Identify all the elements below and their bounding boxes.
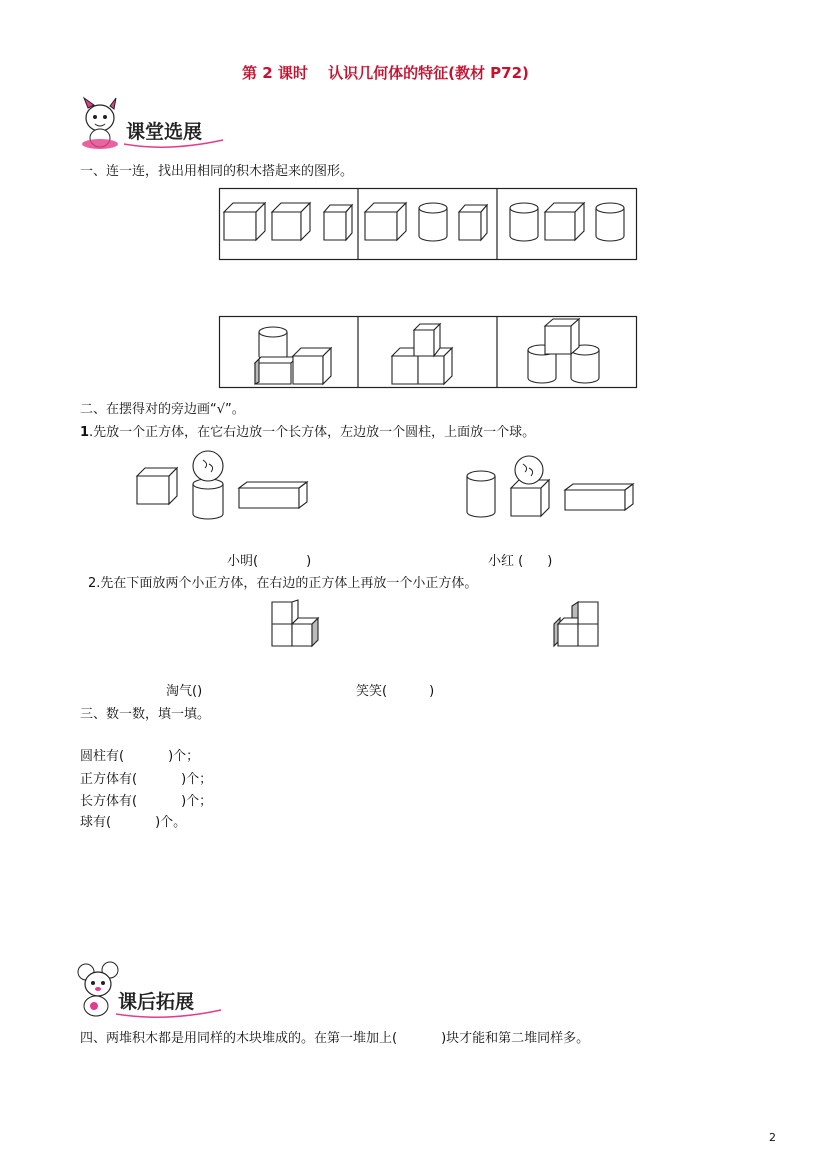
page-title: 第 2 课时 认识几何体的特征(教材 P72)	[242, 64, 529, 82]
question-2-1-number: 1	[80, 425, 90, 440]
ball-icon	[515, 456, 543, 484]
q3-line-suffix: )个；	[168, 749, 200, 764]
question-4-text-a: 四、两堆积木都是用同样的木块堆成的。在第一堆加上(	[80, 1031, 398, 1046]
ball-icon	[193, 451, 223, 481]
question-4[interactable]	[80, 1027, 589, 1046]
xiaoxiao-label: 笑笑(	[356, 684, 388, 699]
q3-line-suffix: )个；	[181, 794, 213, 809]
taoqi-blocks	[270, 600, 330, 650]
cylinder-icon	[510, 203, 538, 241]
xiaoming-answer[interactable]	[227, 550, 311, 569]
cartoon-mascot-icon	[82, 98, 118, 149]
question-4-text-b: )块才能和第二堆同样多。	[441, 1031, 590, 1046]
page-number: 2	[769, 1131, 776, 1144]
cube-icon	[272, 203, 310, 240]
cube-icon	[224, 203, 265, 240]
in-class-section-logo	[78, 96, 228, 156]
xiaoming-arrangement	[135, 448, 315, 528]
q3-cylinder-line[interactable]	[80, 745, 199, 764]
cylinder-icon	[193, 479, 223, 519]
question-1: 一、连一连，找出用相同的积木搭起来的图形。	[80, 164, 354, 179]
question-2-1	[80, 421, 535, 440]
q3-cuboid-line[interactable]	[80, 790, 212, 809]
question-2-2: 2.先在下面放两个小正方体，在右边的正方体上再放一个小正方体。	[88, 576, 478, 591]
q3-line-label: 圆柱有(	[80, 749, 125, 764]
q3-line-label: 正方体有(	[80, 772, 138, 787]
cube-icon	[545, 203, 584, 240]
cuboid-icon	[459, 205, 487, 240]
xiaoming-close: )	[306, 554, 312, 569]
cuboid-icon	[324, 205, 352, 240]
xiaoming-label: 小明(	[227, 554, 259, 569]
xiaoxiao-close: )	[429, 684, 435, 699]
xiaoxiao-answer[interactable]	[356, 680, 434, 699]
q3-line-suffix: )个。	[155, 815, 187, 830]
xiaohong-arrangement	[465, 448, 645, 528]
q1-bottom-stacks-frame	[219, 316, 639, 390]
xiaoxiao-blocks	[552, 600, 612, 650]
q3-line-label: 球有(	[80, 815, 112, 830]
cube-icon	[137, 468, 177, 504]
cylinder-icon	[467, 471, 495, 517]
q3-line-label: 长方体有(	[80, 794, 138, 809]
in-class-logo-text: 课堂选展	[126, 121, 203, 143]
xiaohong-answer[interactable]	[488, 550, 552, 569]
cylinder-icon	[419, 203, 447, 241]
after-class-section-logo	[76, 962, 226, 1024]
after-class-logo-text: 课后拓展	[118, 991, 195, 1013]
q3-line-suffix: )个；	[181, 772, 213, 787]
question-3: 三、数一数，填一填。	[80, 707, 211, 722]
q3-cube-line[interactable]	[80, 768, 212, 787]
cuboid-icon	[565, 484, 633, 510]
taoqi-answer[interactable]: 淘气()	[166, 684, 203, 699]
xiaohong-close: )	[547, 554, 553, 569]
cylinder-icon	[596, 203, 624, 241]
cartoon-mouse-icon	[78, 962, 118, 1016]
q1-top-shapes-frame	[219, 188, 639, 262]
question-2: 二、在摆得对的旁边画“√”。	[80, 402, 245, 417]
cube-icon	[511, 480, 549, 516]
q3-ball-line[interactable]	[80, 811, 186, 830]
question-2-1-text: .先放一个正方体，在它右边放一个长方体，左边放一个圆柱，上面放一个球。	[89, 425, 536, 440]
cube-icon	[365, 203, 406, 240]
cuboid-icon	[239, 482, 307, 508]
xiaohong-label: 小红 (	[488, 554, 524, 569]
